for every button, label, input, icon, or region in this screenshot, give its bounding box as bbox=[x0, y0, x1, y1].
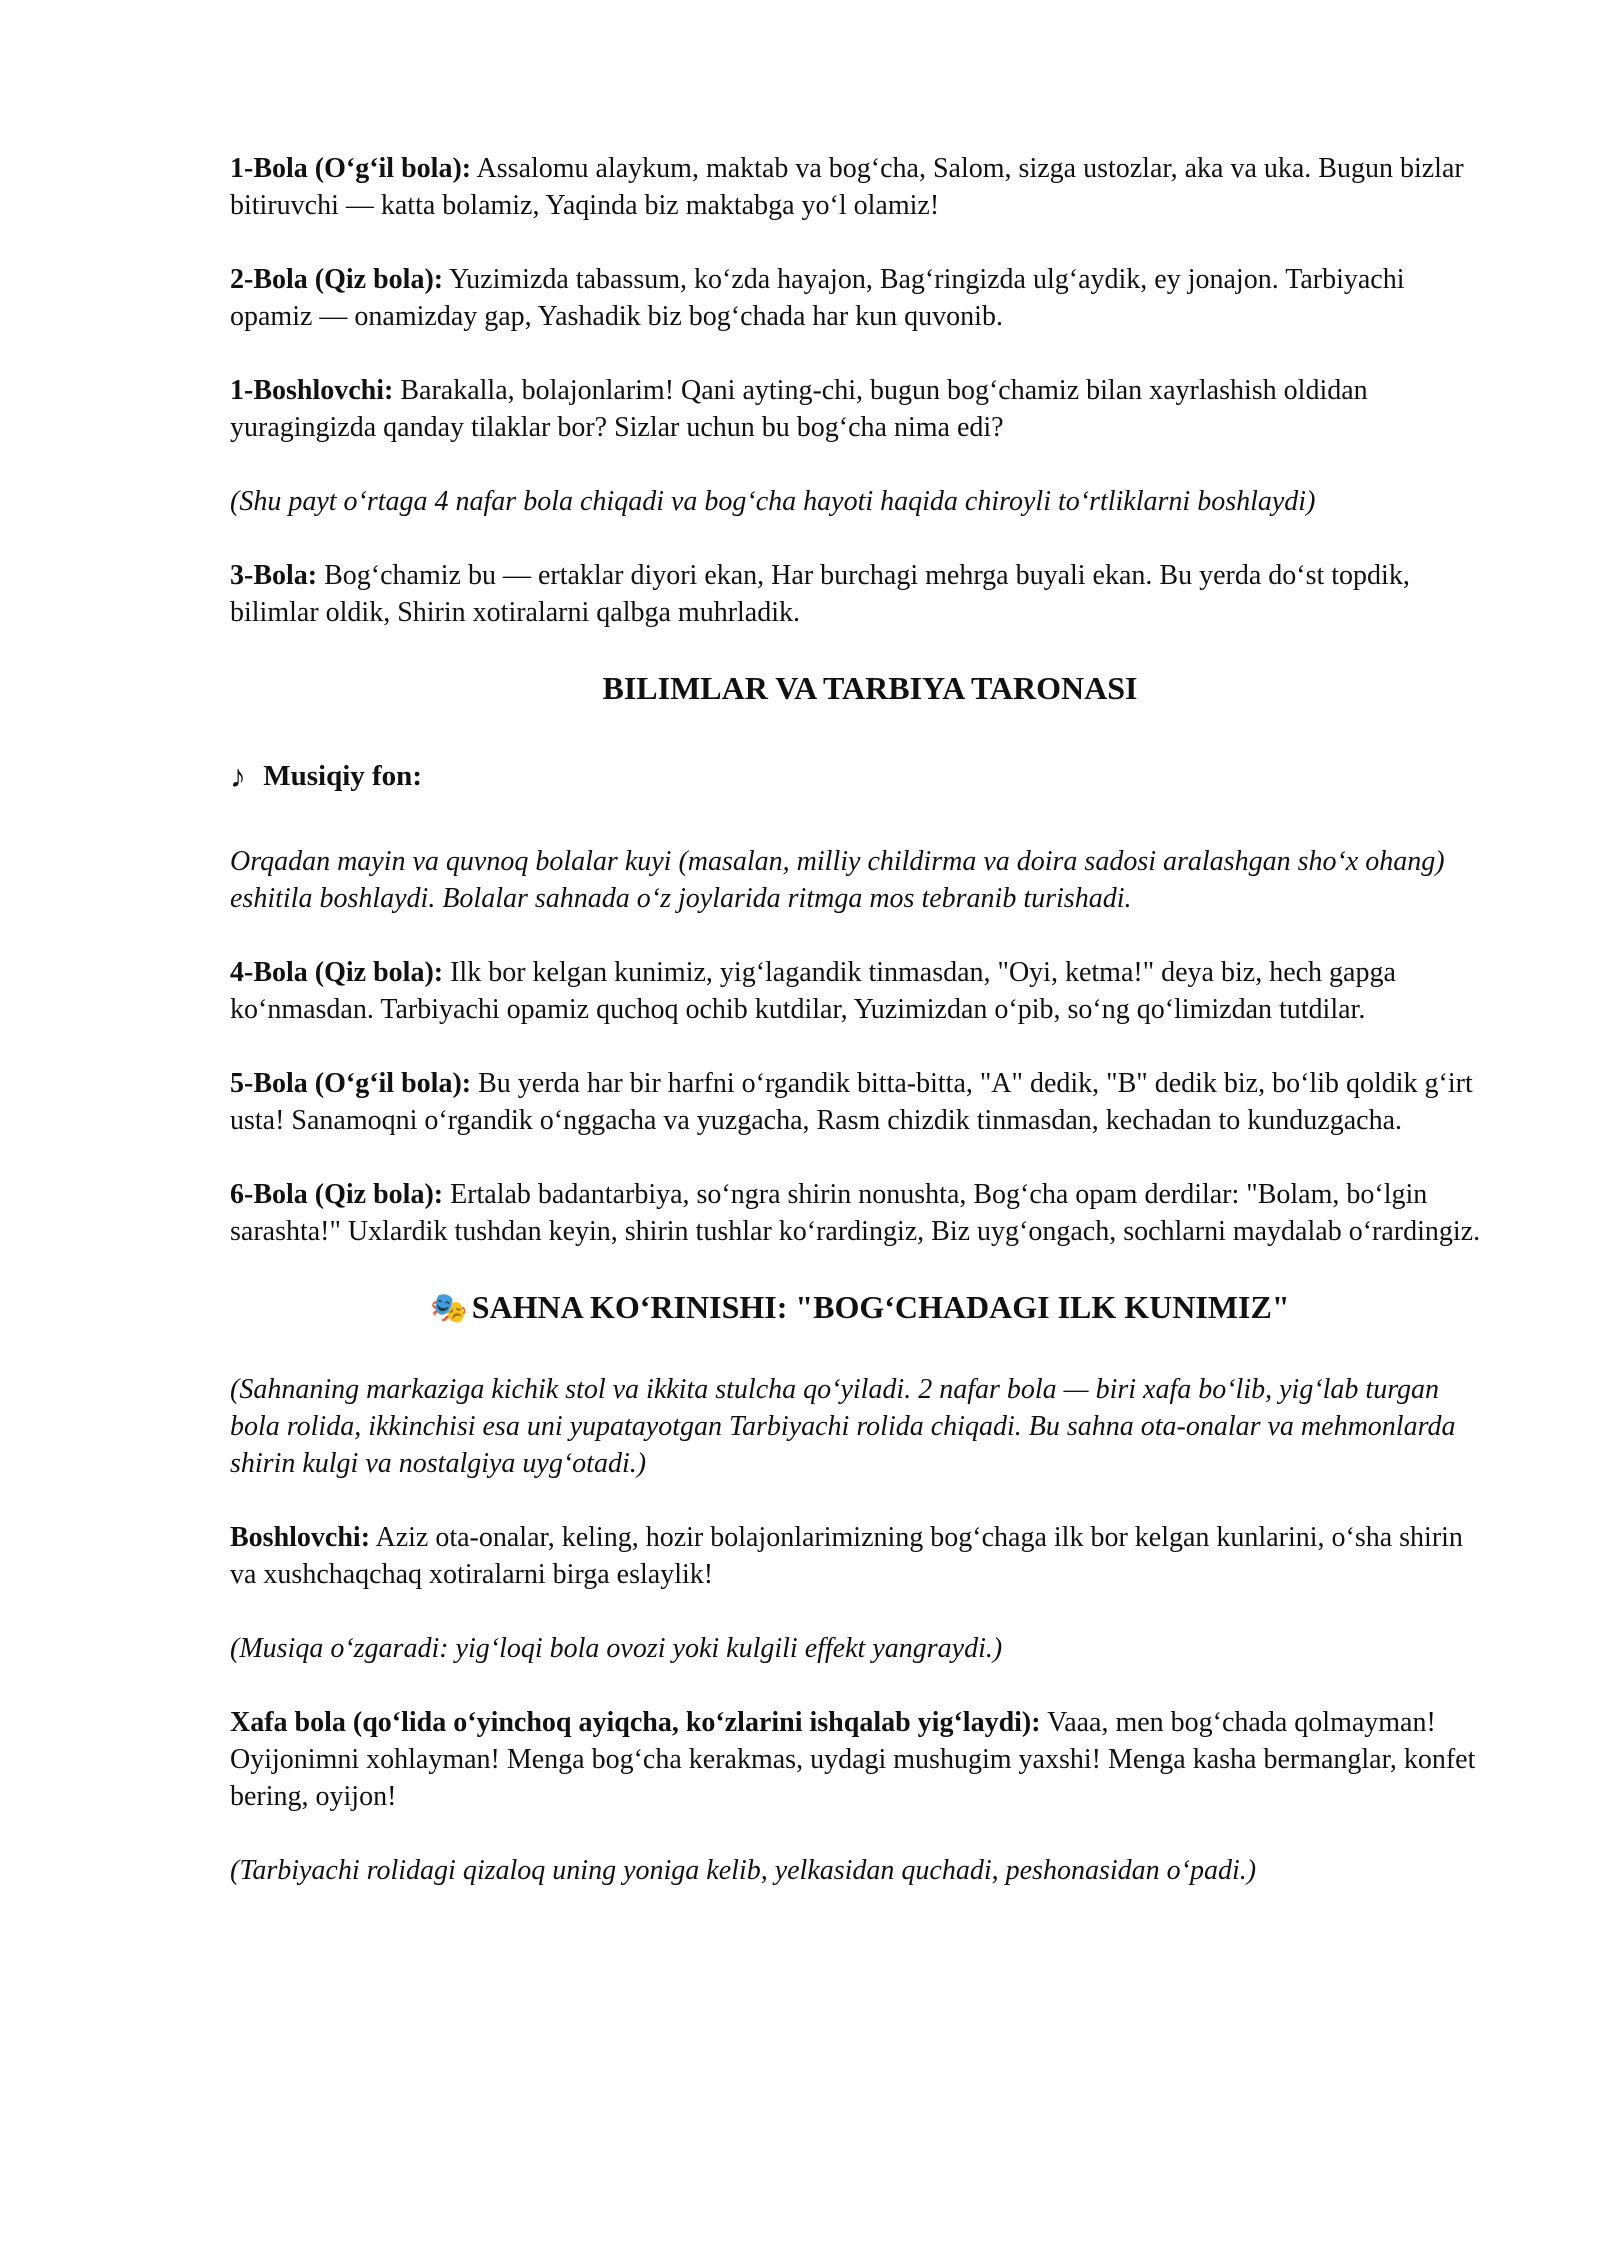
dialogue-text: Bu yerda har bir harfni o‘rgandik bitta-bitta, "A" dedik, "B" dedik biz, bo‘lib qoldik g‘irt usta! Sanamoqni o‘rgandik o‘nggacha va yuzgacha, Rasm chizdik tinmasdan, kechadan to kunduzgacha. bbox=[230, 1068, 1473, 1136]
dialogue-text: Vaaa, men bog‘chada qolmayman! Oyijonimni xohlayman! Menga bog‘cha kerakmas, uydagi mushugim yaxshi! Menga kasha bermanglar, konfet bering, oyijon! bbox=[230, 1707, 1476, 1812]
document-page bbox=[230, 150, 1490, 1926]
dialogue-text: Barakalla, bolajonlarim! Qani ayting-chi, bugun bog‘chamiz bilan xayrlashish oldidan yuragingizda qanday tilaklar bor? Sizlar uchun bu bog‘cha nima edi? bbox=[230, 375, 1368, 443]
stage-direction: Orqadan mayin va quvnoq bolalar kuyi (masalan, milliy childirma va doira sadosi aralashgan sho‘x ohang) eshitila boshlaydi. Bolalar sahnada o‘z joylarida ritmga mos tebranib turishadi. bbox=[230, 846, 1445, 914]
scene-heading-text: SAHNA KO‘RINISHI: "BOG‘CHADAGI ILK KUNIMIZ" bbox=[471, 1289, 1290, 1325]
dialogue-paragraph bbox=[230, 372, 1490, 446]
stage-direction: (Musiqa o‘zgaradi: yig‘loqi bola ovozi yoki kulgili effekt yangraydi.) bbox=[230, 1633, 1003, 1664]
theater-masks-icon: 🎭 bbox=[430, 1292, 468, 1325]
stage-direction: (Sahnaning markaziga kichik stol va ikkita stulcha qo‘yiladi. 2 nafar bola — biri xafa bo‘lib, yig‘lab turgan bola rolida, ikkinchisi esa uni yupatayotgan Tarbiyachi rolida chiqadi. Bu sahna ota-onalar va mehmonlarda shirin kulgi va nostalgiya uyg‘otadi.) bbox=[230, 1374, 1456, 1479]
dialogue-text: Ertalab badantarbiya, so‘ngra shirin nonushta, Bog‘cha opam derdilar: "Bolam, bo‘lgin sarashta!" Uxlardik tushdan keyin, shirin tushlar ko‘rardingiz, Biz uyg‘ongach, sochlarni maydalab o‘rardingiz. bbox=[230, 1179, 1481, 1247]
dialogue-text: Bog‘chamiz bu — ertaklar diyori ekan, Har burchagi mehrga buyali ekan. Bu yerda do‘st topdik, bilimlar oldik, Shirin xotiralarni qalbga muhrladik. bbox=[230, 560, 1410, 628]
speaker-label: 6-Bola (Qiz bola): bbox=[230, 1179, 444, 1210]
music-label-text: Musiqiy fon: bbox=[263, 760, 422, 792]
music-note-icon: ♪ bbox=[230, 758, 246, 794]
section-heading: BILIMLAR VA TARBIYA TARONASI bbox=[602, 670, 1138, 706]
speaker-label: 1-Bola (O‘g‘il bola): bbox=[230, 153, 472, 184]
dialogue-text: Assalomu alaykum, maktab va bog‘cha, Salom, sizga ustozlar, aka va uka. Bugun bizlar bitiruvchi — katta bolamiz, Yaqinda biz maktabga yo‘l olamiz! bbox=[230, 153, 1464, 221]
speaker-label: 2-Bola (Qiz bola): bbox=[230, 264, 444, 295]
stage-direction: (Shu payt o‘rtaga 4 nafar bola chiqadi va bog‘cha hayoti haqida chiroyli to‘rtliklarni boshlaydi) bbox=[230, 486, 1316, 517]
dialogue-paragraph bbox=[230, 954, 1490, 1028]
dialogue-paragraph bbox=[230, 1519, 1490, 1593]
speaker-label: 1-Boshlovchi: bbox=[230, 375, 394, 406]
music-label bbox=[230, 758, 1490, 795]
speaker-label: Boshlovchi: bbox=[230, 1522, 371, 1553]
speaker-label: 4-Bola (Qiz bola): bbox=[230, 957, 444, 988]
dialogue-paragraph bbox=[230, 1065, 1490, 1139]
dialogue-text: Aziz ota-onalar, keling, hozir bolajonlarimizning bog‘chaga ilk bor kelgan kunlarini, o‘sha shirin va xushchaqchaq xotiralarni birga eslaylik! bbox=[230, 1522, 1463, 1590]
dialogue-text: Yuzimizda tabassum, ko‘zda hayajon, Bag‘ringizda ulg‘aydik, ey jonajon. Tarbiyachi opamiz — onamizday gap, Yashadik biz bog‘chada har kun quvonib. bbox=[230, 264, 1405, 332]
dialogue-paragraph bbox=[230, 261, 1490, 335]
speaker-label: 3-Bola: bbox=[230, 560, 318, 591]
speaker-label: Xafa bola (qo‘lida o‘yinchoq ayiqcha, ko‘zlarini ishqalab yig‘laydi): bbox=[230, 1707, 1041, 1738]
speaker-label: 5-Bola (O‘g‘il bola): bbox=[230, 1068, 472, 1099]
scene-heading bbox=[230, 1287, 1490, 1329]
stage-direction: (Tarbiyachi rolidagi qizaloq uning yoniga kelib, yelkasidan quchadi, peshonasidan o‘padi.) bbox=[230, 1855, 1257, 1886]
dialogue-paragraph bbox=[230, 1704, 1490, 1815]
dialogue-paragraph bbox=[230, 557, 1490, 631]
dialogue-paragraph bbox=[230, 150, 1490, 224]
dialogue-paragraph bbox=[230, 1176, 1490, 1250]
dialogue-text: Ilk bor kelgan kunimiz, yig‘lagandik tinmasdan, "Oyi, ketma!" deya biz, hech gapga ko‘nmasdan. Tarbiyachi opamiz quchoq ochib kutdilar, Yuzimizdan o‘pib, so‘ng qo‘limizdan tutdilar. bbox=[230, 957, 1396, 1025]
